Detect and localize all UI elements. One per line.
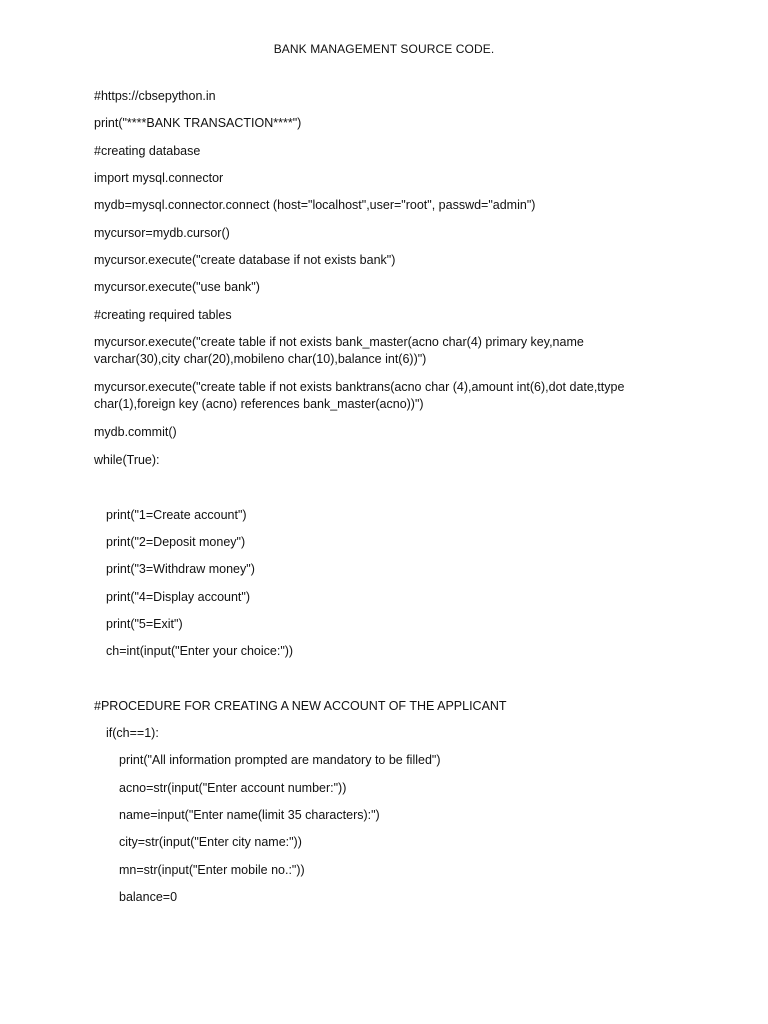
- code-line: city=str(input("Enter city name:")): [119, 835, 302, 849]
- code-line: mn=str(input("Enter mobile no.:")): [119, 863, 305, 877]
- code-line: #https://cbsepython.in: [94, 89, 216, 103]
- code-line: #creating database: [94, 144, 201, 158]
- code-line: print("4=Display account"): [106, 590, 251, 604]
- code-line: acno=str(input("Enter account number:")): [119, 781, 347, 795]
- code-line: ch=int(input("Enter your choice:")): [106, 644, 294, 658]
- code-line: print("2=Deposit money"): [106, 535, 246, 549]
- code-line: if(ch==1):: [106, 726, 159, 740]
- code-line: mydb=mysql.connector.connect (host="localhost",user="root", passwd="admin"): [94, 198, 536, 212]
- document-title: BANK MANAGEMENT SOURCE CODE.: [273, 42, 495, 56]
- code-line: print("5=Exit"): [106, 617, 183, 631]
- code-line: mycursor.execute("create database if not exists bank"): [94, 253, 396, 267]
- code-line: print("3=Withdraw money"): [106, 562, 255, 576]
- code-line: #creating required tables: [94, 308, 232, 322]
- code-line: print("****BANK TRANSACTION****"): [94, 116, 302, 130]
- code-line: import mysql.connector: [94, 171, 224, 185]
- code-line: mycursor.execute("use bank"): [94, 280, 260, 294]
- code-line: while(True):: [94, 453, 160, 467]
- code-line: print("1=Create account"): [106, 508, 247, 522]
- code-line: mycursor=mydb.cursor(): [94, 226, 230, 240]
- code-line: #PROCEDURE FOR CREATING A NEW ACCOUNT OF THE APPLICANT: [94, 699, 507, 713]
- code-line: mydb.commit(): [94, 425, 177, 439]
- code-line: balance=0: [119, 890, 178, 904]
- code-line: mycursor.execute("create table if not exists bank_master(acno char(4) primary key,name varchar(30),city char(20),mobileno char(10),balance int(6))"): [94, 335, 584, 366]
- code-line: name=input("Enter name(limit 35 characters):"): [119, 808, 380, 822]
- code-line: print("All information prompted are mandatory to be filled"): [119, 753, 441, 767]
- code-line: mycursor.execute("create table if not exists banktrans(acno char (4),amount int(6),dot date,ttype char(1),foreign key (acno) references bank_master(acno))"): [94, 380, 625, 411]
